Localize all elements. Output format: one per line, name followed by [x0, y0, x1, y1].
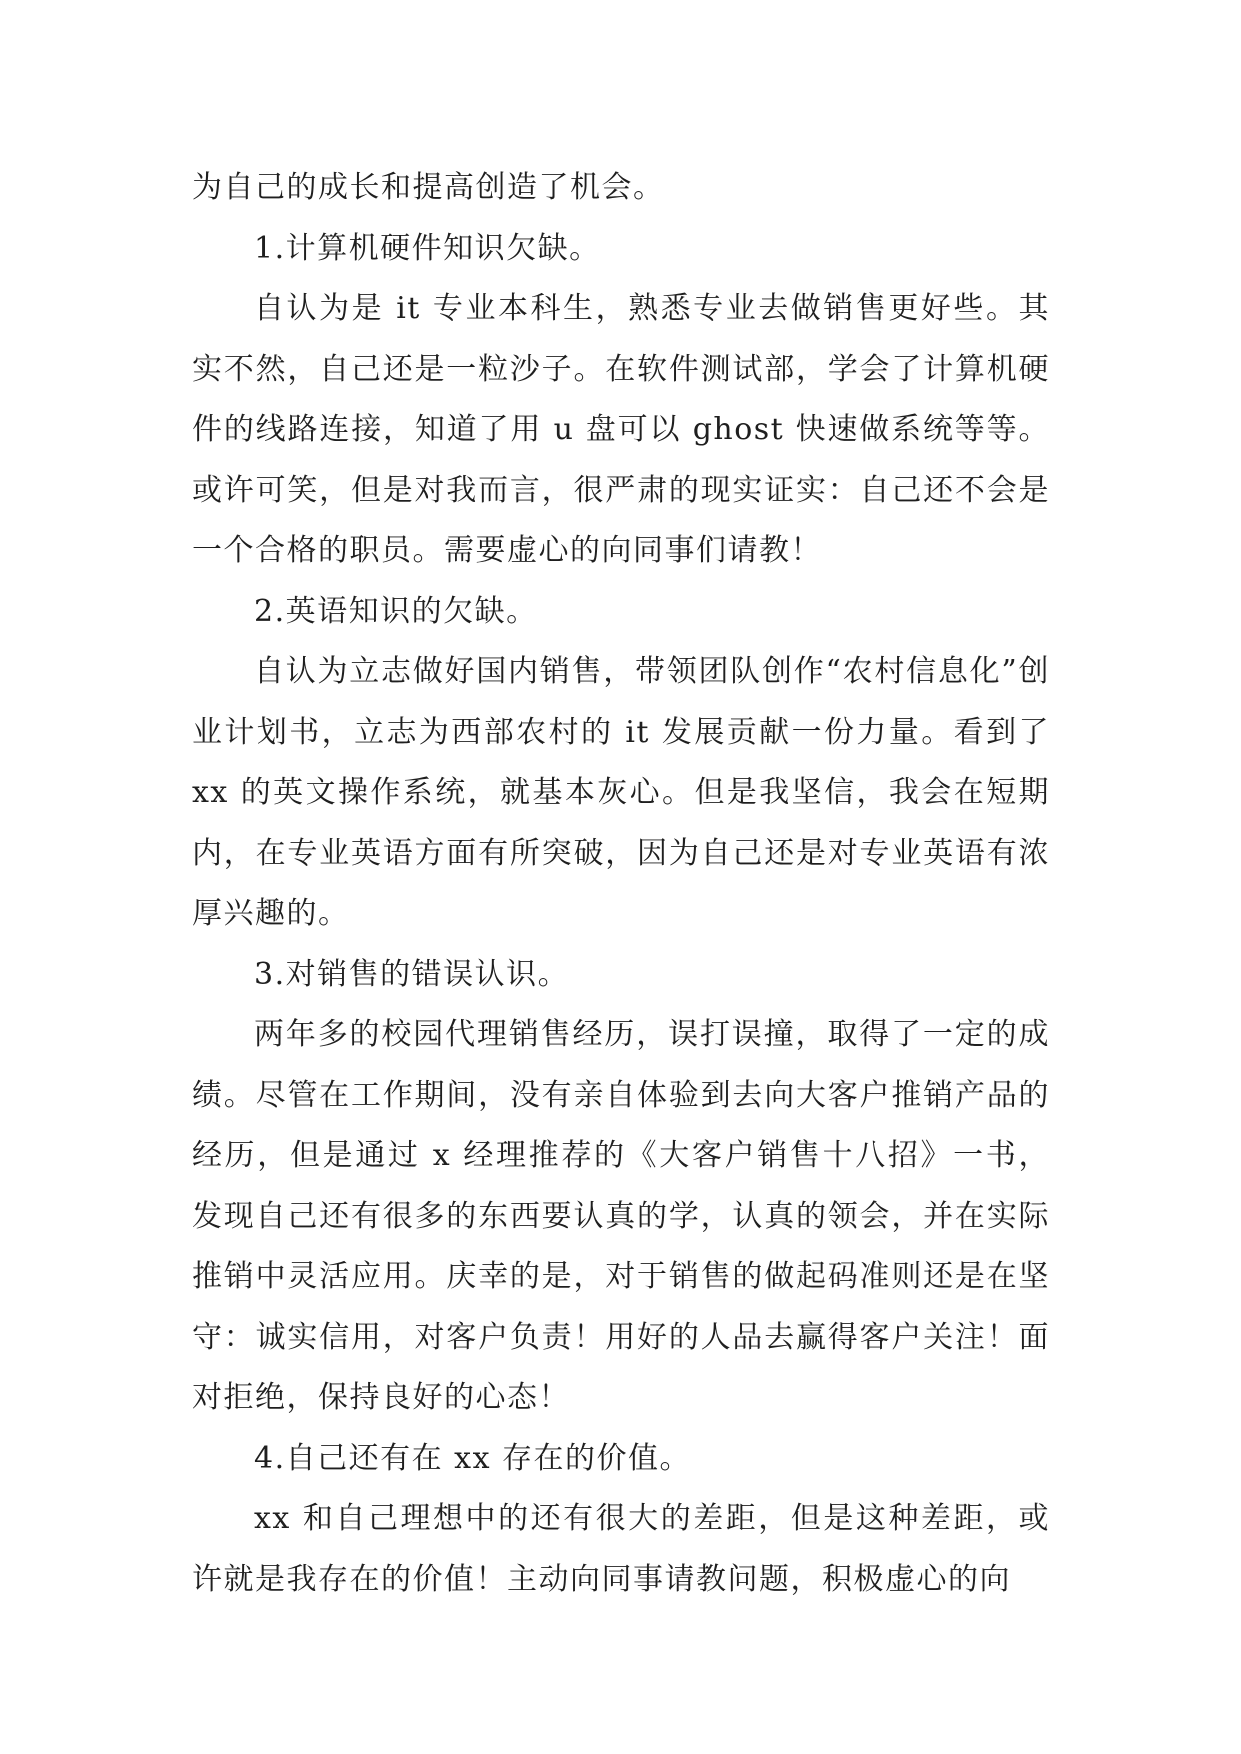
list-heading: 3.对销售的错误认识。: [254, 956, 570, 992]
list-heading: 1.计算机硬件知识欠缺。: [254, 230, 601, 266]
list-heading: 4.自己还有在 xx 存在的价值。: [254, 1440, 692, 1476]
document-body: [192, 158, 1050, 1610]
paragraph: 自认为是 it 专业本科生，熟悉专业去做销售更好些。其实不然，自己还是一粒沙子。在软件测试部，学会了计算机硬件的线路连接，知道了用 u 盘可以 ghost 快速做系统等等。或许可笑，但是对我而言，很严肃的现实证实：自己还不会是一个合格的职员。需要虚心的向同事们请教！: [192, 291, 1050, 568]
paragraph: 两年多的校园代理销售经历，误打误撞，取得了一定的成绩。尽管在工作期间，没有亲自体验到去向大客户推销产品的经历，但是通过 x 经理推荐的《大客户销售十八招》一书，发现自己还有很多的东西要认真的学，认真的领会，并在实际推销中灵活应用。庆幸的是，对于销售的做起码准则还是在坚守：诚实信用，对客户负责！用好的人品去赢得客户关注！面对拒绝，保持良好的心态！: [192, 1017, 1050, 1415]
list-heading: 2.英语知识的欠缺。: [254, 593, 538, 629]
paragraph: 为自己的成长和提高创造了机会。: [192, 170, 665, 205]
paragraph: 自认为立志做好国内销售，带领团队创作“农村信息化”创业计划书，立志为西部农村的 it 发展贡献一份力量。看到了 xx 的英文操作系统，就基本灰心。但是我坚信，我会在短期内，在专业英语方面有所突破，因为自己还是对专业英语有浓厚兴趣的。: [192, 654, 1050, 931]
paragraph: xx 和自己理想中的还有很大的差距，但是这种差距，或许就是我存在的价值！主动向同事请教问题，积极虚心的向: [192, 1501, 1050, 1597]
